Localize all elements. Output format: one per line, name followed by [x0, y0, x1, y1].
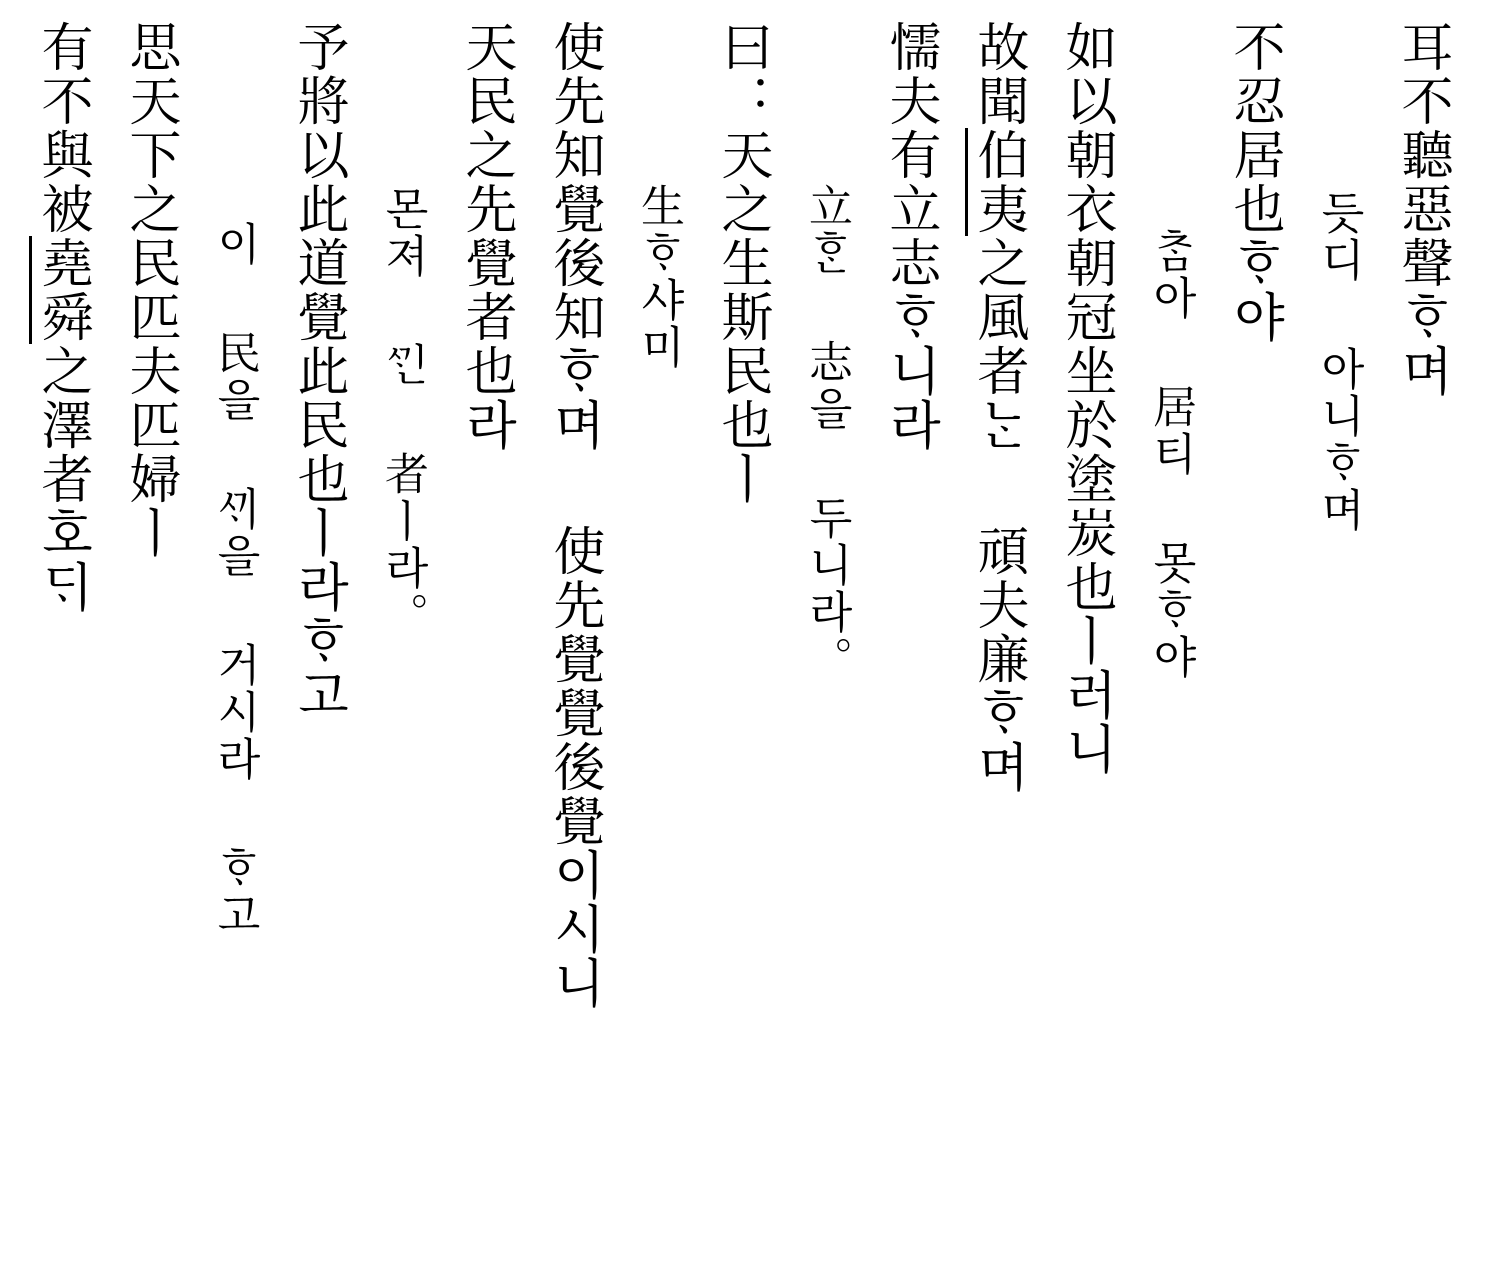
- text-column-14-main: [288, 20, 348, 1278]
- text-column-17-main: [32, 20, 92, 1278]
- text-segment: 之澤者호ᄃᆡ: [32, 344, 92, 614]
- text-column-4-annotation: [1145, 20, 1196, 1278]
- text-column-16-main: [120, 20, 180, 1278]
- proper-noun-marked-text: 伯夷: [965, 128, 1028, 236]
- text-segment: 不忍居也ᄒᆞ야: [1224, 20, 1284, 344]
- proper-noun-marked-text: 舜: [29, 290, 92, 344]
- text-column-11-main: [544, 20, 604, 1278]
- text-column-3-main: [1224, 20, 1284, 1278]
- text-column-15-annotation: [209, 20, 260, 1278]
- text-segment: 立ᄒᆞᆫ 志을 두니라。: [801, 183, 852, 683]
- text-column-1-main: [1392, 20, 1452, 1278]
- text-segment: 天民之先覺者也라: [456, 20, 516, 452]
- text-segment: ᄎᆞᆷ아 居티 못ᄒᆞ야: [1145, 228, 1196, 681]
- text-segment: 耳不聽惡聲ᄒᆞ며: [1392, 20, 1452, 398]
- text-column-13-annotation: [377, 20, 428, 1278]
- text-segment: 故聞: [968, 20, 1028, 128]
- text-column-7-main: [880, 20, 940, 1278]
- text-column-2-annotation: [1313, 20, 1364, 1278]
- text-segment: 使先知覺後知ᄒᆞ며 使先覺覺後覺이시니: [544, 20, 604, 1010]
- text-column-9-main: [712, 20, 772, 1278]
- text-segment: 듯디 아니ᄒᆞ며: [1313, 190, 1364, 534]
- text-segment: 有不與被: [32, 20, 92, 236]
- text-segment: 生ᄒᆞ샤미: [633, 183, 684, 371]
- text-segment: 曰：天之生斯民也ㅣ: [712, 20, 772, 506]
- text-column-6-main: [968, 20, 1028, 1278]
- text-segment: 予將以此道覺此民也ㅣ라ᄒᆞ고: [288, 20, 348, 722]
- text-segment: 思天下之民匹夫匹婦ㅣ: [120, 20, 180, 560]
- text-column-12-main: [456, 20, 516, 1278]
- text-segment: 몬져 ᄭᆡᆫ 者ㅣ라。: [377, 186, 428, 639]
- text-column-10-annotation: [633, 20, 684, 1278]
- text-column-8-annotation: [801, 20, 852, 1278]
- text-column-5-main: [1056, 20, 1116, 1278]
- text-segment: 이 民을 ᄭᆡ을 거시라 ᄒᆞ고: [209, 221, 260, 939]
- text-segment: 如以朝衣朝冠坐於塗炭也ㅣ러니: [1056, 20, 1116, 776]
- proper-noun-marked-text: 堯: [29, 236, 92, 290]
- text-segment: 之風者ᄂᆞᆫ 頑夫廉ᄒᆞ며: [968, 236, 1028, 794]
- text-segment: 懦夫有立志ᄒᆞ니라: [880, 20, 940, 452]
